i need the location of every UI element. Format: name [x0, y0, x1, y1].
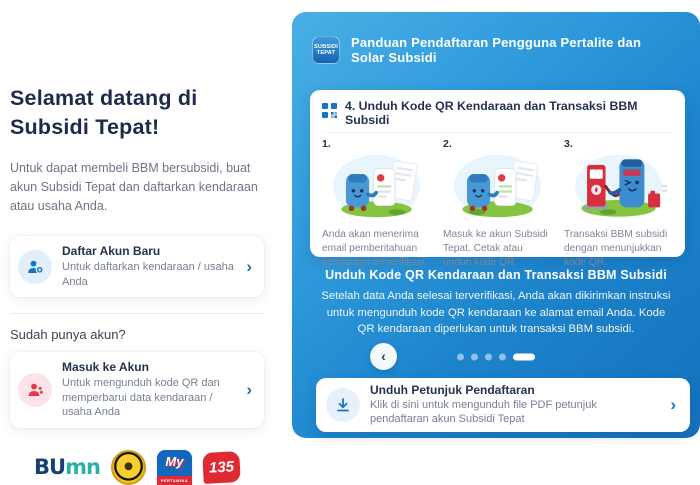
section-divider — [10, 313, 264, 314]
pagination-dot[interactable] — [457, 353, 464, 360]
pagination-dot[interactable] — [499, 353, 506, 360]
pagination-dot[interactable] — [471, 353, 478, 360]
intro-text: Untuk dapat membeli BBM bersubsidi, buat akun Subsidi Tepat dan daftarkan kendaraan atau usaha Anda. — [10, 161, 258, 213]
subsidi-tepat-logo-line2: TEPAT — [316, 50, 336, 56]
esdm-ministry-emblem-logo — [111, 450, 146, 485]
download-card-subtitle: Klik di sini untuk mengunduh file PDF petunjuk pendaftaran akun Subsidi Tepat — [370, 399, 597, 425]
download-guide-card[interactable] — [316, 378, 690, 432]
step-card-header — [322, 99, 673, 133]
register-card-title: Daftar Akun Baru — [62, 244, 161, 258]
chevron-right-icon: › — [670, 395, 676, 414]
step-caption: Transaksi BBM subsidi dengan menunjukkan kode QR. — [564, 229, 668, 268]
call-center-135-logo — [202, 451, 241, 484]
step-card-title: 4. Unduh Kode QR Kendaraan dan Transaksi BBM Subsidi — [345, 99, 638, 127]
step-item-2 — [443, 138, 552, 270]
register-account-card[interactable] — [10, 236, 264, 297]
pagination-dots — [457, 353, 535, 360]
guide-title: Panduan Pendaftaran Pengguna Pertalite dan Solar Subsidi — [351, 35, 642, 65]
illustration-fuel-transaction — [564, 151, 673, 225]
page-title — [10, 84, 264, 142]
step-card — [310, 90, 685, 268]
guide-header — [292, 12, 700, 64]
chevron-right-icon: › — [246, 257, 252, 276]
bumn-logo-part2: mn — [65, 455, 100, 479]
bumn-logo — [34, 455, 100, 479]
add-user-icon — [18, 250, 52, 284]
step-number: 3. — [564, 138, 573, 150]
chevron-left-icon: ‹ — [381, 348, 386, 364]
mypertamina-logo-text: My — [165, 453, 184, 469]
page-title-line1: Selamat datang di — [10, 86, 198, 110]
login-question: Sudah punya akun? — [10, 327, 126, 342]
summary-section — [320, 268, 672, 338]
chevron-right-icon: › — [246, 380, 252, 400]
step-caption: Masuk ke akun Subsidi Tepat. Cetak atau unduh kode QR. — [443, 229, 548, 268]
summary-title: Unduh Kode QR Kendaraan dan Transaksi BBM Subsidi — [325, 268, 667, 282]
login-card-subtitle: Untuk mengunduh kode QR dan memperbarui data kendaraan / usaha Anda — [62, 377, 220, 418]
mypertamina-logo — [157, 450, 192, 485]
subsidi-tepat-logo-line1: SUBSIDI — [313, 43, 339, 50]
step-caption: Anda akan menerima email pemberitahuan kendaraan terverifikasi. — [322, 229, 428, 268]
illustration-download-qr — [443, 151, 552, 225]
user-icon — [18, 373, 52, 407]
qr-code-icon — [322, 103, 337, 123]
step-number: 2. — [443, 138, 452, 150]
illustration-email-verified — [322, 151, 431, 225]
mypertamina-logo-band: PERTAMINA — [157, 476, 192, 485]
step-number: 1. — [322, 138, 331, 150]
call-center-135-text: 135 — [208, 457, 235, 477]
pagination-dot[interactable] — [485, 353, 492, 360]
guide-panel — [292, 12, 700, 438]
register-card-subtitle: Untuk daftarkan kendaraan / usaha Anda — [62, 261, 234, 288]
page-title-line2: Subsidi Tepat! — [10, 115, 160, 139]
download-icon — [326, 388, 360, 422]
steps-row — [322, 138, 673, 270]
subsidi-tepat-logo — [312, 36, 340, 64]
welcome-panel — [10, 0, 264, 485]
prev-slide-button[interactable] — [370, 343, 397, 370]
carousel-nav — [292, 343, 700, 371]
step-item-1 — [322, 138, 431, 270]
login-account-card[interactable] — [10, 352, 264, 428]
login-card-title: Masuk ke Akun — [62, 360, 149, 374]
summary-body: Setelah data Anda selesai terverifikasi, Anda akan dikirimkan instruksi untuk mengunduh kode QR kendaraan ke alamat email Anda. Kode QR kendaraan diperlukan untuk transaksi BBM subsidi. — [321, 290, 671, 335]
download-card-title: Unduh Petunjuk Pendaftaran — [370, 383, 535, 397]
pagination-dot-active[interactable] — [513, 353, 535, 360]
bumn-logo-part1: BU — [34, 455, 66, 479]
partner-logos — [10, 450, 264, 485]
step-item-3 — [564, 138, 673, 270]
